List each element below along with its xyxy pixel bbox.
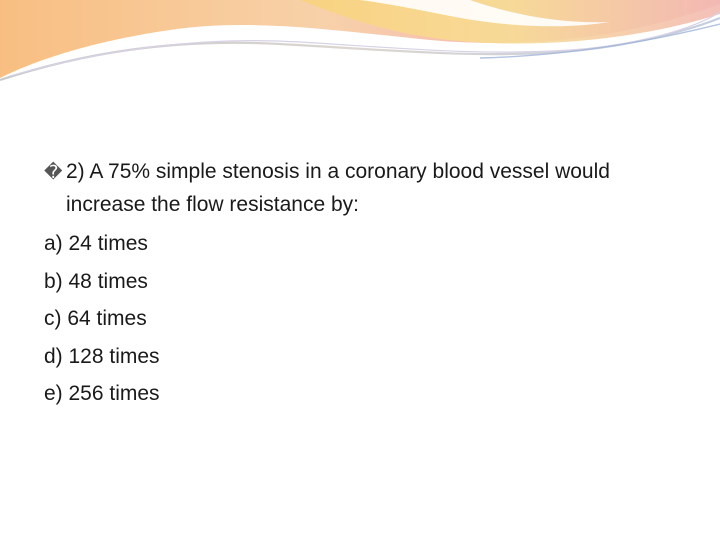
option-a: a) 24 times — [44, 232, 148, 255]
question-text: 2) A 75% simple stenosis in a coronary blood vessel would increase the flow resistance by: — [66, 160, 610, 216]
option-c: c) 64 times — [44, 307, 147, 330]
option-e: e) 256 times — [44, 382, 160, 405]
option-d: d) 128 times — [44, 344, 160, 368]
slide-content — [44, 156, 684, 413]
option-b: b) 48 times — [44, 269, 148, 293]
header-swoosh-decoration — [0, 0, 720, 90]
bullet-glyph-icon: � — [44, 162, 63, 183]
question-paragraph — [44, 156, 684, 221]
